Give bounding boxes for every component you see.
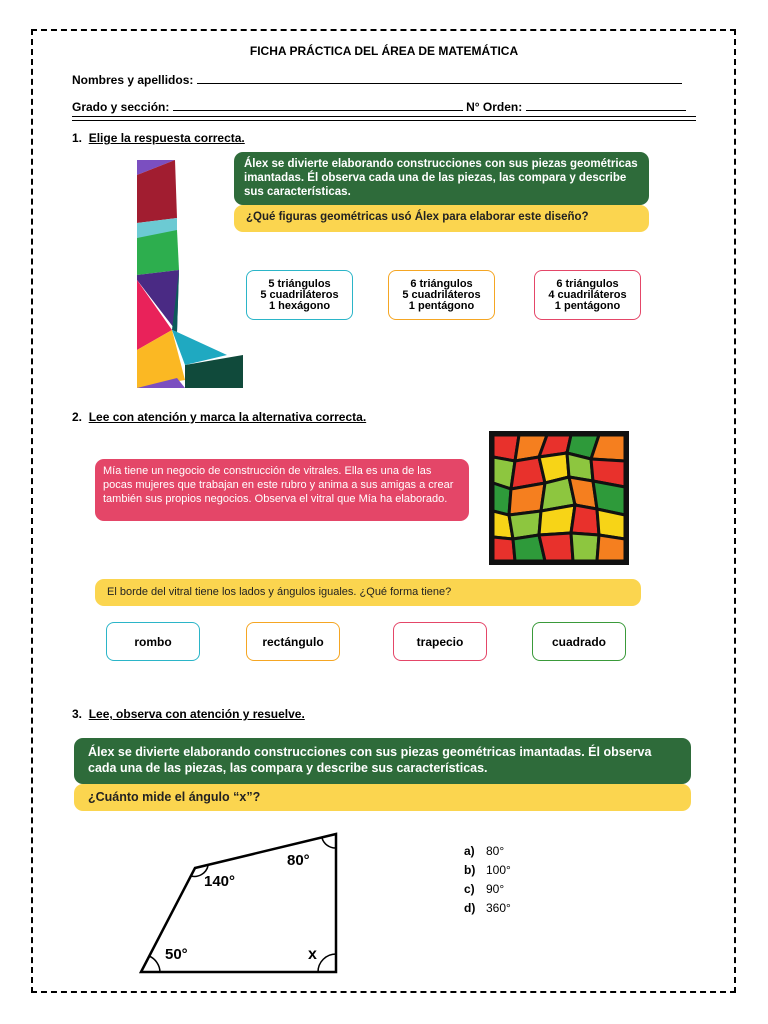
q1-l-shape-figure <box>137 160 247 390</box>
q3-answer-b[interactable]: b) 100° <box>464 863 511 877</box>
q2-story-box <box>95 459 469 521</box>
order-label: N° Orden: <box>466 100 523 114</box>
angle-label-top-left: 140° <box>204 873 236 890</box>
q3-story-box <box>74 738 691 784</box>
header-divider <box>72 116 696 121</box>
q2-stained-glass-figure <box>489 431 629 565</box>
q2-question-bar <box>95 579 641 606</box>
q3-answer-a[interactable]: a) 80° <box>464 844 505 858</box>
q2-option-cuadrado[interactable]: cuadrado <box>532 622 626 661</box>
q1-question: ¿Qué figuras geométricas usó Álex para elaborar este diseño? <box>246 211 589 223</box>
q3-quadrilateral-figure <box>130 826 350 978</box>
q2-option-rectangulo[interactable]: rectángulo <box>246 622 340 661</box>
q2-option-rombo[interactable]: rombo <box>106 622 200 661</box>
q1-option-b[interactable]: 6 triángulos 5 cuadriláteros 1 pentágono <box>388 270 495 320</box>
q1-heading: 1. Elige la respuesta correcta. <box>72 131 245 145</box>
q2-story: Mía tiene un negocio de construcción de vitrales. Ella es una de las pocas mujeres que trabajan en este rubro y anima a sus amigas a crear también sus propios negocios. Observa el vitral que Mía ha elaborado. <box>103 465 454 505</box>
q3-question: ¿Cuánto mide el ángulo “x”? <box>88 790 261 804</box>
q1-question-bar <box>234 205 649 232</box>
order-blank[interactable] <box>526 99 686 111</box>
q2-heading: 2. Lee con atención y marca la alternativa correcta. <box>72 410 367 424</box>
angle-label-bottom-left: 50° <box>165 946 188 963</box>
grade-blank[interactable] <box>173 99 463 111</box>
q3-story: Álex se divierte elaborando construcciones con sus piezas geométricas imantadas. Él observa cada una de las piezas, las compara y describe sus características. <box>88 745 652 775</box>
q3-heading: 3. Lee, observa con atención y resuelve. <box>72 707 305 721</box>
angle-label-top-right: 80° <box>287 852 310 869</box>
q3-answer-c[interactable]: c) 90° <box>464 882 505 896</box>
q1-story-box <box>234 152 649 205</box>
angle-label-x: x <box>308 946 317 963</box>
name-label: Nombres y apellidos: <box>72 73 194 87</box>
name-field[interactable] <box>72 72 682 87</box>
q2-question: El borde del vitral tiene los lados y ángulos iguales. ¿Qué forma tiene? <box>107 586 452 598</box>
grade-field[interactable] <box>72 99 686 114</box>
q1-option-a[interactable]: 5 triángulos 5 cuadriláteros 1 hexágono <box>246 270 353 320</box>
q2-option-trapecio[interactable]: trapecio <box>393 622 487 661</box>
q3-answer-d[interactable]: d) 360° <box>464 901 511 915</box>
piece-quad-green <box>137 230 179 275</box>
grade-label: Grado y sección: <box>72 100 170 114</box>
page-title: FICHA PRÁCTICA DEL ÁREA DE MATEMÁTICA <box>249 44 519 58</box>
name-blank[interactable] <box>197 72 682 84</box>
q3-question-bar <box>74 784 691 811</box>
q1-story: Álex se divierte elaborando construcciones con sus piezas geométricas imantadas. Él observa cada una de las piezas, las compara y describe sus características. <box>244 158 638 198</box>
q1-option-c[interactable]: 6 triángulos 4 cuadriláteros 1 pentágono <box>534 270 641 320</box>
